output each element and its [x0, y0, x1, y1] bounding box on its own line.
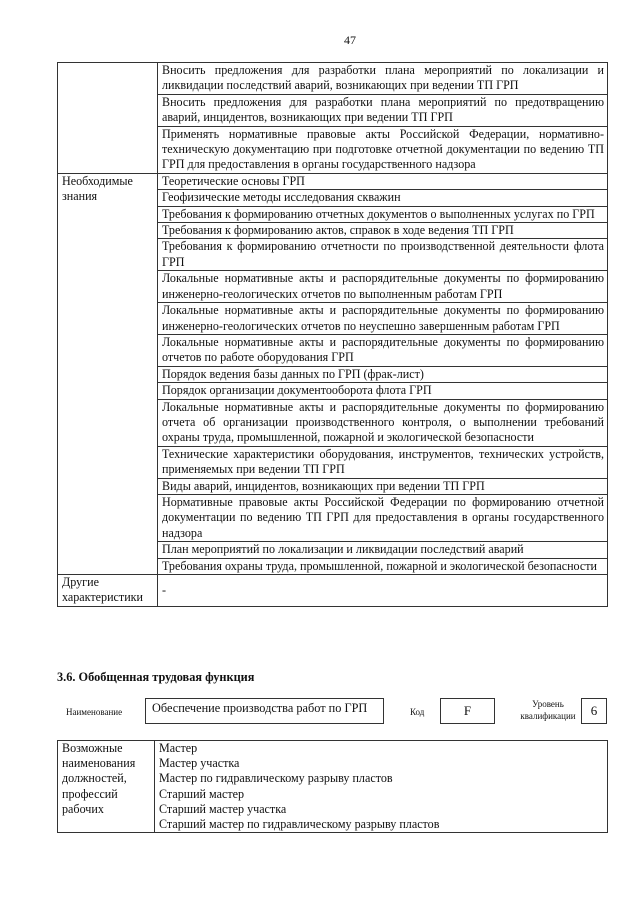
page-number: 47	[344, 33, 356, 47]
job-titles-table	[57, 740, 608, 833]
level-label-line2: квалификации	[520, 711, 576, 721]
job-titles-label: Возможные наименования должностей, профессий рабочих	[58, 741, 155, 833]
row-group-label	[58, 63, 158, 174]
table-row	[58, 575, 608, 607]
row-text: Требования охраны труда, промышленной, пожарной и экологической безопасности	[158, 558, 608, 574]
code-label: Код	[410, 707, 425, 717]
level-label	[517, 698, 579, 722]
row-text: Требования к формированию актов, справок в ходе ведения ТП ГРП	[158, 223, 608, 239]
table-row	[58, 63, 608, 95]
job-title-item: Старший мастер	[159, 786, 245, 801]
row-text: Теоретические основы ГРП	[158, 173, 608, 189]
row-text: План мероприятий по локализации и ликвидации последствий аварий	[158, 542, 608, 558]
row-text: -	[158, 575, 608, 607]
job-title-item: Мастер	[159, 741, 198, 755]
level-label-line1: Уровень	[532, 699, 564, 709]
name-label: Наименование	[66, 707, 123, 717]
row-text: Виды аварий, инцидентов, возникающих при ведении ТП ГРП	[158, 478, 608, 494]
row-text: Геофизические методы исследования скважин	[158, 190, 608, 206]
row-text: Вносить предложения для разработки плана мероприятий по предотвращению аварий, инцидентов, возникающих при ведении ТП ГРП	[158, 94, 608, 126]
row-text: Локальные нормативные акты и распорядительные документы по формированию инженерно-геологических отчетов по выполненным работам ГРП	[158, 271, 608, 303]
job-title-item: Мастер по гидравлическому разрыву пластов	[159, 771, 393, 786]
row-text: Порядок ведения базы данных по ГРП (фрак-лист)	[158, 366, 608, 382]
row-text: Нормативные правовые акты Российской Федерации по формированию отчетной документации по ведению ТП ГРП для предоставления в органы государственного надзора	[158, 494, 608, 541]
table-row	[58, 173, 608, 189]
row-text: Технические характеристики оборудования, инструментов, технических устройств, применяемых при ведении ТП ГРП	[158, 446, 608, 478]
section-heading: 3.6. Обобщенная трудовая функция	[57, 670, 255, 684]
job-title-item: Старший мастер участка	[159, 801, 287, 816]
skills-knowledge-table	[57, 62, 608, 607]
row-group-label: Другие характеристики	[58, 575, 158, 607]
function-summary-row	[57, 698, 608, 724]
row-text: Требования к формированию отчетных документов о выполненных услугах по ГРП	[158, 206, 608, 222]
row-text: Локальные нормативные акты и распорядительные документы по формированию инженерно-геологических отчетов по неуспешно завершенным работам ГРП	[158, 303, 608, 335]
name-value: Обеспечение производства работ по ГРП	[145, 698, 384, 724]
row-text: Локальные нормативные акты и распорядительные документы по формированию отчетов по работе оборудования ГРП	[158, 334, 608, 366]
row-text: Порядок организации документооборота флота ГРП	[158, 383, 608, 399]
level-value: 6	[581, 698, 607, 724]
code-value: F	[440, 698, 495, 724]
row-text: Локальные нормативные акты и распорядительные документы по формированию отчета об организации производственного контроля, о выполнении требований охраны труда, промышленной, пожарной и экологической безопасности	[158, 399, 608, 446]
row-text: Требования к формированию отчетности по производственной деятельности флота ГРП	[158, 239, 608, 271]
job-titles-list	[155, 741, 608, 833]
row-text: Вносить предложения для разработки плана мероприятий по локализации и ликвидации последствий аварий, возникающих при ведении ТП ГРП	[158, 63, 608, 95]
job-title-item: Мастер участка	[159, 756, 240, 771]
row-text: Применять нормативные правовые акты Российской Федерации, нормативно-техническую документацию при подготовке отчетной документации по ведению ТП ГРП для предоставления в органы государственного надзора	[158, 126, 608, 173]
row-group-label: Необходимые знания	[58, 173, 158, 574]
job-title-item: Старший мастер по гидравлическому разрыву пластов	[159, 817, 440, 832]
